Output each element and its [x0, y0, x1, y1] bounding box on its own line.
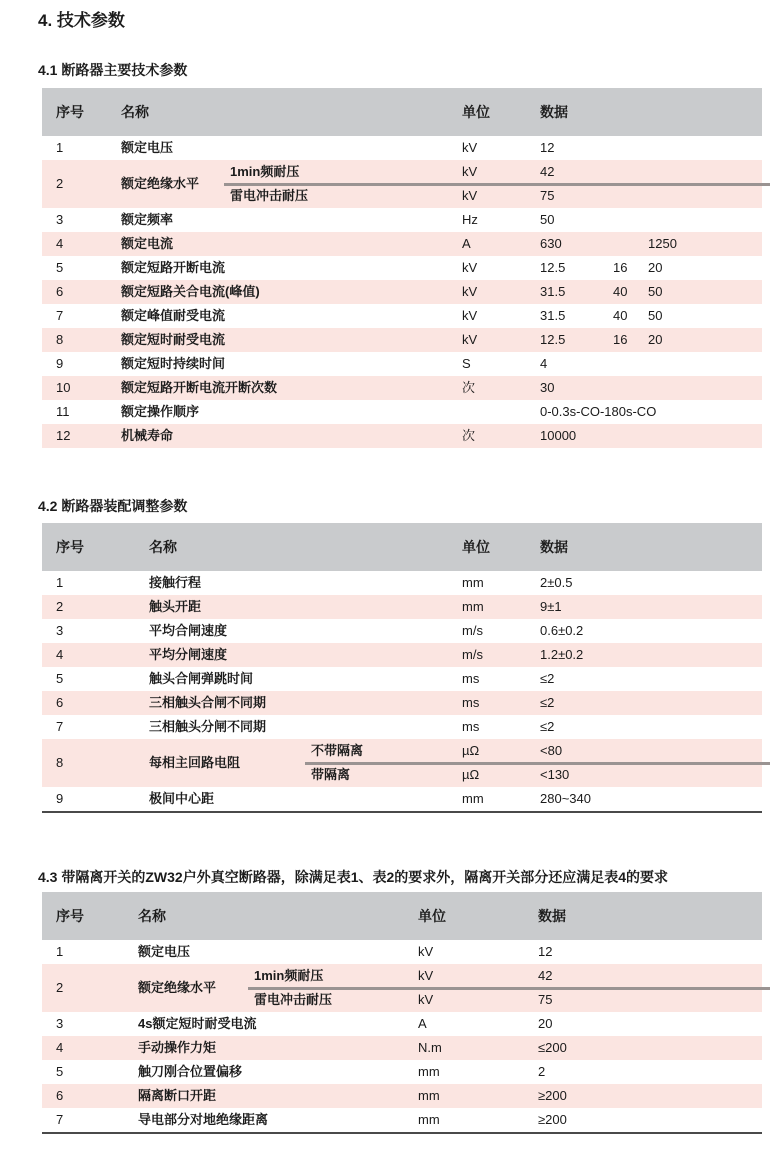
- table-row: [42, 595, 762, 619]
- row-no: 10: [56, 380, 71, 395]
- row-value: 75: [540, 188, 555, 203]
- table-row: [42, 571, 762, 595]
- row-name: 额定电流: [121, 236, 174, 251]
- sub-label: 雷电冲击耐压: [254, 992, 333, 1007]
- row-no: 4: [56, 1040, 64, 1055]
- table-row: [42, 1108, 762, 1132]
- row-unit: ms: [462, 695, 480, 710]
- row-no: 5: [56, 671, 64, 686]
- row-value: 50: [648, 284, 663, 299]
- row-no: 7: [56, 719, 64, 734]
- row-unit: A: [462, 236, 471, 251]
- sub-label: 不带隔离: [311, 743, 364, 758]
- row-value: 12.5: [540, 332, 566, 347]
- section-title-4-2: 4.2 断路器装配调整参数: [38, 498, 188, 514]
- row-name: 接触行程: [149, 575, 202, 590]
- row-value: <130: [540, 767, 570, 782]
- row-value: ≤200: [538, 1040, 567, 1055]
- row-unit: mm: [418, 1112, 440, 1127]
- row-name: 额定绝缘水平: [138, 980, 217, 995]
- row-no: 2: [56, 176, 64, 191]
- row-name: 额定电压: [121, 140, 174, 155]
- row-unit: mm: [418, 1088, 440, 1103]
- header-no: 序号: [56, 908, 84, 924]
- row-value: 16: [613, 332, 628, 347]
- table-row: [42, 208, 762, 232]
- row-value: 75: [538, 992, 553, 1007]
- header-no: 序号: [56, 539, 84, 555]
- row-no: 11: [56, 404, 70, 419]
- row-unit: mm: [462, 791, 484, 806]
- row-unit: m/s: [462, 647, 483, 662]
- header-data: 数据: [540, 539, 568, 555]
- row-no: 2: [56, 599, 64, 614]
- row-unit: kV: [418, 944, 434, 959]
- row-value: 10000: [540, 428, 577, 443]
- table-row: [42, 352, 762, 376]
- sub-row: [42, 160, 762, 184]
- table-header-row: [42, 88, 762, 136]
- sub-row: [42, 739, 762, 763]
- row-value: 50: [540, 212, 555, 227]
- row-no: 8: [56, 332, 64, 347]
- table-row: [42, 940, 762, 964]
- table-row: [42, 136, 762, 160]
- row-value: ≥200: [538, 1112, 567, 1127]
- header-no: 序号: [56, 104, 84, 120]
- row-value: 50: [648, 308, 663, 323]
- row-name: 额定电压: [138, 944, 191, 959]
- row-value: 9±1: [540, 599, 562, 614]
- row-no: 6: [56, 695, 64, 710]
- table-row: [42, 424, 762, 448]
- table-row: [42, 280, 762, 304]
- table-row: [42, 256, 762, 280]
- row-name: 三相触头分闸不同期: [149, 719, 267, 734]
- row-no: 1: [56, 575, 64, 590]
- merged-row-divider: [305, 762, 770, 765]
- row-unit: mm: [418, 1064, 440, 1079]
- row-value: 30: [540, 380, 555, 395]
- sub-row: [42, 763, 762, 787]
- row-value: 12.5: [540, 260, 566, 275]
- row-name: 导电部分对地绝缘距离: [138, 1112, 269, 1127]
- table-row: [42, 715, 762, 739]
- row-name: 机械寿命: [121, 428, 174, 443]
- row-unit: kV: [418, 992, 434, 1007]
- row-unit: m/s: [462, 623, 483, 638]
- row-value: 2±0.5: [540, 575, 573, 590]
- row-no: 9: [56, 356, 64, 371]
- section-title-4-1: 4.1 断路器主要技术参数: [38, 62, 188, 78]
- sub-label: 雷电冲击耐压: [230, 188, 309, 203]
- row-value: 16: [613, 260, 628, 275]
- row-value: 280~340: [540, 791, 591, 806]
- row-name: 极间中心距: [149, 791, 215, 806]
- row-name: 额定峰值耐受电流: [121, 308, 226, 323]
- row-value: 12: [538, 944, 553, 959]
- row-no: 7: [56, 1112, 64, 1127]
- row-value: 40: [613, 284, 628, 299]
- row-name: 额定短路关合电流(峰值): [121, 284, 260, 299]
- header-data: 数据: [538, 908, 566, 924]
- table-main-parameters: [42, 88, 762, 448]
- row-value: 2: [538, 1064, 546, 1079]
- table-row: [42, 232, 762, 256]
- row-no: 3: [56, 212, 64, 227]
- row-unit: ms: [462, 671, 480, 686]
- row-value: 20: [538, 1016, 553, 1031]
- table-row: [42, 1084, 762, 1108]
- row-unit: N.m: [418, 1040, 442, 1055]
- row-unit: kV: [418, 968, 434, 983]
- header-name: 名称: [138, 908, 166, 924]
- table-row: [42, 400, 762, 424]
- section-title-4-3: 4.3 带隔离开关的ZW32户外真空断路器，除满足表1、表2的要求外，隔离开关部分还应满足表4的要求: [38, 869, 669, 885]
- row-name: 平均分闸速度: [149, 647, 228, 662]
- row-name: 额定操作顺序: [121, 404, 200, 419]
- row-value: 42: [540, 164, 555, 179]
- row-no: 2: [56, 980, 64, 995]
- row-value: 0.6±0.2: [540, 623, 584, 638]
- row-value: 20: [648, 332, 663, 347]
- row-value: ≤2: [540, 671, 555, 686]
- row-name: 触头合闸弹跳时间: [149, 671, 254, 686]
- row-unit: 次: [462, 428, 476, 443]
- row-value: ≤2: [540, 719, 555, 734]
- row-unit: kV: [462, 332, 478, 347]
- row-unit: µΩ: [462, 743, 480, 758]
- row-unit: S: [462, 356, 471, 371]
- merged-row-divider: [248, 987, 770, 990]
- row-unit: kV: [462, 308, 478, 323]
- table-row-merged: [42, 739, 762, 787]
- row-no: 3: [56, 1016, 64, 1031]
- table-isolating-switch-parameters: [42, 892, 762, 1134]
- manual-page: [0, 10, 770, 1151]
- row-name: 平均合闸速度: [149, 623, 228, 638]
- row-unit: A: [418, 1016, 427, 1031]
- table-header-row: [42, 892, 762, 940]
- table-row: [42, 691, 762, 715]
- table-row: [42, 1036, 762, 1060]
- row-name: 每相主回路电阻: [149, 755, 241, 770]
- row-value: 40: [613, 308, 628, 323]
- row-value: 630: [540, 236, 562, 251]
- row-no: 8: [56, 755, 64, 770]
- row-name: 手动操作力矩: [138, 1040, 217, 1055]
- row-unit: 次: [462, 380, 476, 395]
- table-row: [42, 619, 762, 643]
- row-no: 6: [56, 284, 64, 299]
- row-value: 4: [540, 356, 548, 371]
- table-row-merged: [42, 964, 762, 1012]
- row-value: 20: [648, 260, 663, 275]
- row-value: ≥200: [538, 1088, 567, 1103]
- row-unit: µΩ: [462, 767, 480, 782]
- merged-row-divider: [224, 183, 770, 186]
- row-value: ≤2: [540, 695, 555, 710]
- table-row: [42, 328, 762, 352]
- row-unit: kV: [462, 140, 478, 155]
- row-value: 1.2±0.2: [540, 647, 584, 662]
- table-row: [42, 787, 762, 811]
- table-row: [42, 1060, 762, 1084]
- row-unit: mm: [462, 599, 484, 614]
- table-row: [42, 667, 762, 691]
- row-name: 额定短路开断电流: [121, 260, 226, 275]
- header-name: 名称: [149, 539, 177, 555]
- row-no: 6: [56, 1088, 64, 1103]
- row-unit: ms: [462, 719, 480, 734]
- table-row: [42, 304, 762, 328]
- row-no: 5: [56, 1064, 64, 1079]
- row-name: 触头开距: [149, 599, 202, 614]
- row-unit: kV: [462, 164, 478, 179]
- header-unit: 单位: [462, 539, 490, 555]
- row-no: 9: [56, 791, 64, 806]
- row-name: 触刀刚合位置偏移: [138, 1064, 243, 1079]
- row-no: 4: [56, 647, 64, 662]
- row-value: 1250: [648, 236, 677, 251]
- sub-label: 1min频耐压: [254, 968, 324, 983]
- table-row-merged: [42, 160, 762, 208]
- sub-row: [42, 988, 762, 1012]
- row-value: 12: [540, 140, 555, 155]
- table-header-row: [42, 523, 762, 571]
- row-value: 31.5: [540, 308, 566, 323]
- row-name: 4s额定短时耐受电流: [138, 1016, 257, 1031]
- row-name: 额定绝缘水平: [121, 176, 200, 191]
- row-unit: kV: [462, 260, 478, 275]
- sub-label: 1min频耐压: [230, 164, 300, 179]
- header-unit: 单位: [418, 908, 446, 924]
- table-row: [42, 643, 762, 667]
- row-value: 0-0.3s-CO-180s-CO: [540, 404, 657, 419]
- row-no: 12: [56, 428, 71, 443]
- row-unit: kV: [462, 284, 478, 299]
- sub-row: [42, 184, 762, 208]
- row-name: 额定短时耐受电流: [121, 332, 226, 347]
- row-no: 1: [56, 140, 64, 155]
- header-data: 数据: [540, 104, 568, 120]
- table-assembly-parameters: [42, 523, 762, 813]
- sub-label: 带隔离: [311, 767, 351, 782]
- row-no: 5: [56, 260, 64, 275]
- header-name: 名称: [121, 104, 149, 120]
- row-name: 额定短时持续时间: [121, 356, 226, 371]
- row-no: 1: [56, 944, 64, 959]
- row-no: 4: [56, 236, 64, 251]
- row-name: 隔离断口开距: [138, 1088, 217, 1103]
- row-value: <80: [540, 743, 563, 758]
- sub-row: [42, 964, 762, 988]
- row-name: 额定频率: [121, 212, 174, 227]
- row-unit: Hz: [462, 212, 478, 227]
- page-title: 4. 技术参数: [38, 11, 125, 30]
- header-unit: 单位: [462, 104, 490, 120]
- table-row: [42, 376, 762, 400]
- row-value: 31.5: [540, 284, 566, 299]
- row-no: 7: [56, 308, 64, 323]
- row-unit: kV: [462, 188, 478, 203]
- row-unit: mm: [462, 575, 484, 590]
- row-no: 3: [56, 623, 64, 638]
- table-row: [42, 1012, 762, 1036]
- row-value: 42: [538, 968, 553, 983]
- row-name: 三相触头合闸不同期: [149, 695, 267, 710]
- row-name: 额定短路开断电流开断次数: [121, 380, 278, 395]
